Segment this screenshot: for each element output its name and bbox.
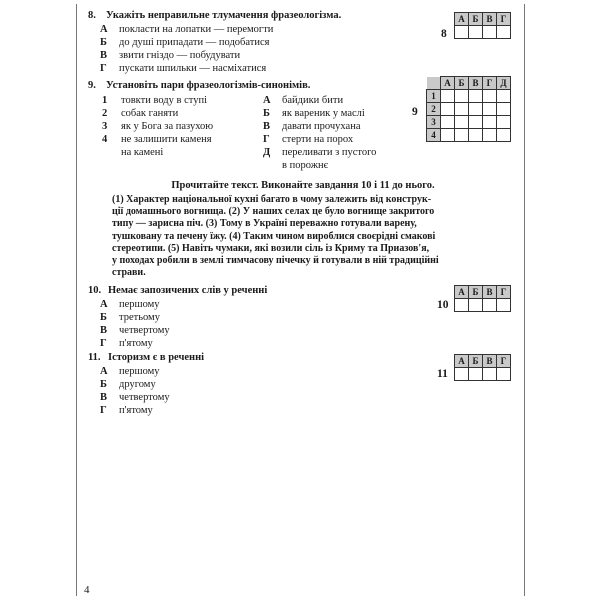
answer-cell[interactable] xyxy=(441,129,455,142)
answer-cell[interactable] xyxy=(441,90,455,103)
q10-answer-label: 10 xyxy=(437,299,449,311)
answer-cell[interactable] xyxy=(483,116,497,129)
grid-header: Б xyxy=(455,77,469,90)
passage-line: у походах робили в землі тимчасову пічечку й готували в ній традиційні xyxy=(112,255,439,267)
answer-cell[interactable] xyxy=(441,103,455,116)
answer-cell[interactable] xyxy=(497,103,511,116)
answer-cell[interactable] xyxy=(483,103,497,116)
grid-row-header: 4 xyxy=(427,129,441,142)
answer-cell[interactable] xyxy=(469,368,483,381)
grid-header: Б xyxy=(469,355,483,368)
answer-cell[interactable] xyxy=(497,26,511,39)
q9-answer-label: 9 xyxy=(412,106,418,118)
grid-row-header: 3 xyxy=(427,116,441,129)
q11-answer-grid xyxy=(454,354,511,381)
answer-cell[interactable] xyxy=(497,129,511,142)
q10-answer-grid xyxy=(454,285,511,312)
answer-cell[interactable] xyxy=(455,26,469,39)
grid-header: Д xyxy=(497,77,511,90)
passage-line: страви. xyxy=(112,267,146,279)
passage-text xyxy=(112,194,492,279)
grid-row-header: 1 xyxy=(427,90,441,103)
q9-answer-grid xyxy=(426,76,511,142)
answer-cell[interactable] xyxy=(469,299,483,312)
passage-line: типу — зарисна піч. (3) Тому в Україні переважно готували варену, xyxy=(112,218,417,230)
grid-header: Г xyxy=(483,77,497,90)
answer-cell[interactable] xyxy=(469,90,483,103)
passage-line: ції домашнього вогнища. (2) У наших селах це було вогнище закритого xyxy=(112,206,435,218)
grid-header: Г xyxy=(497,355,511,368)
grid-header: В xyxy=(483,13,497,26)
answer-cell[interactable] xyxy=(497,90,511,103)
answer-cell[interactable] xyxy=(497,299,511,312)
answer-cell[interactable] xyxy=(483,90,497,103)
answer-cell[interactable] xyxy=(483,26,497,39)
grid-header: В xyxy=(469,77,483,90)
grid-header: Б xyxy=(469,286,483,299)
grid-header: В xyxy=(483,355,497,368)
answer-cell[interactable] xyxy=(455,103,469,116)
grid-row-header: 2 xyxy=(427,103,441,116)
answer-cell[interactable] xyxy=(497,368,511,381)
grid-header: А xyxy=(455,355,469,368)
question-10 xyxy=(88,285,267,296)
grid-header: Г xyxy=(497,13,511,26)
question-8-prompt: 8. Укажіть неправильне тлумачення фразеологізма. xyxy=(88,10,342,21)
question-11-prompt: 11. Історизм є в реченні xyxy=(88,352,205,363)
grid-header: Б xyxy=(469,13,483,26)
question-11 xyxy=(88,352,204,363)
answer-cell[interactable] xyxy=(455,90,469,103)
passage-line: тушковану та печену їжу. (4) Таким чином вироблися своєрідні смакові xyxy=(112,230,436,242)
q8-answer-grid xyxy=(454,12,511,39)
answer-cell[interactable] xyxy=(469,129,483,142)
grid-header: В xyxy=(483,286,497,299)
passage-line: стереотипи. (5) Навіть чумаки, які возили сіль із Криму та Приазов'я, xyxy=(112,242,430,254)
question-8 xyxy=(88,10,341,21)
question-10-prompt: 10. Немає запозичених слів у реченні xyxy=(88,285,268,296)
answer-cell[interactable] xyxy=(455,129,469,142)
page-number: 4 xyxy=(84,584,90,596)
q11-answer-label: 11 xyxy=(437,368,448,380)
answer-cell[interactable] xyxy=(483,299,497,312)
answer-cell[interactable] xyxy=(455,299,469,312)
passage-line: (1) Характер національної кухні багато в чому залежить від конструк- xyxy=(112,194,432,205)
grid-header: А xyxy=(441,77,455,90)
answer-cell[interactable] xyxy=(483,368,497,381)
q8-answer-label: 8 xyxy=(441,28,447,40)
grid-header: Г xyxy=(497,286,511,299)
answer-cell[interactable] xyxy=(469,103,483,116)
grid-header: А xyxy=(455,286,469,299)
grid-corner xyxy=(427,77,441,90)
grid-header: А xyxy=(455,13,469,26)
question-9 xyxy=(88,80,310,91)
answer-cell[interactable] xyxy=(441,116,455,129)
answer-cell[interactable] xyxy=(483,129,497,142)
answer-cell[interactable] xyxy=(455,116,469,129)
passage-title: Прочитайте текст. Виконайте завдання 10 і 11 до нього. xyxy=(171,180,435,191)
answer-cell[interactable] xyxy=(497,116,511,129)
question-9-prompt: 9. Установіть пари фразеологізмів-синонімів. xyxy=(88,80,311,91)
answer-cell[interactable] xyxy=(455,368,469,381)
answer-cell[interactable] xyxy=(469,116,483,129)
answer-cell[interactable] xyxy=(469,26,483,39)
